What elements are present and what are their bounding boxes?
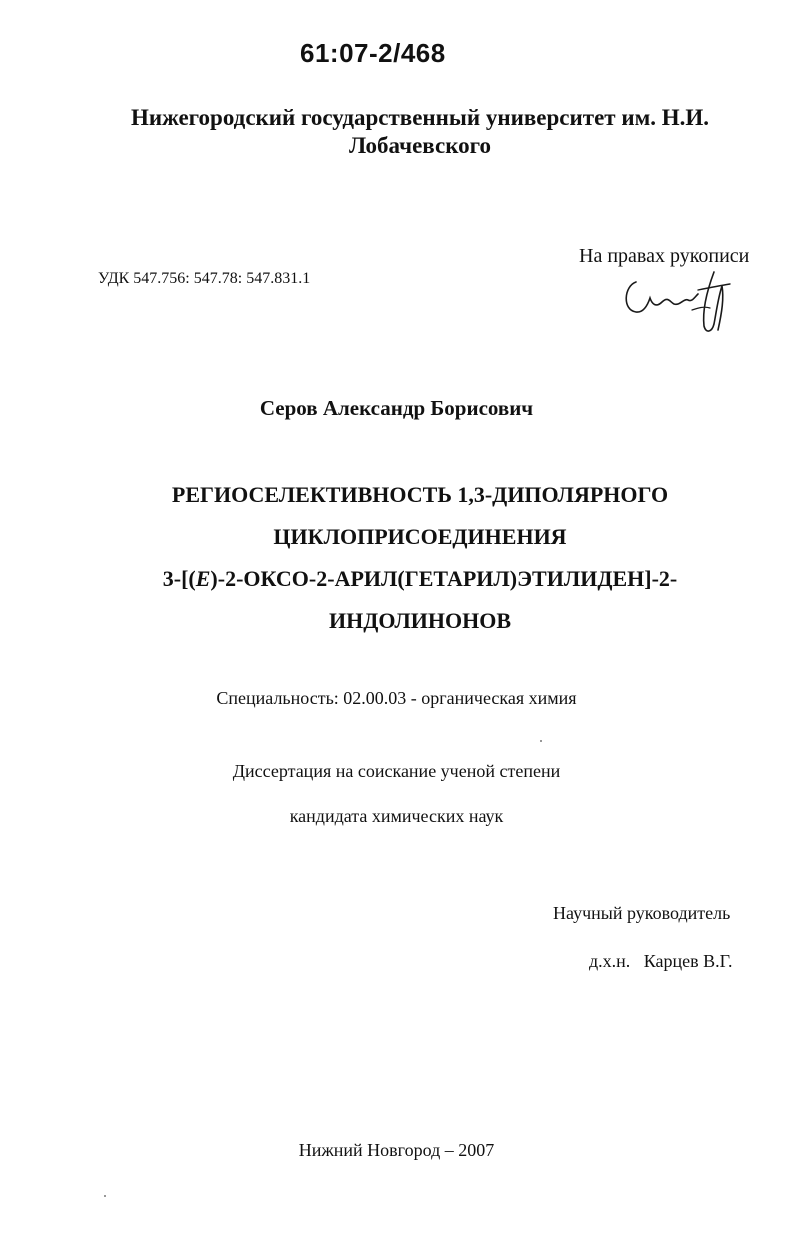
specialty: Специальность: 02.00.03 - органическая химия [216, 688, 577, 708]
title-line: 3-[(E)-2-ОКСО-2-АРИЛ(ГЕТАРИЛ)ЭТИЛИДЕН]-2- [162, 566, 678, 591]
degree-line: Диссертация на соискание ученой степени [232, 761, 561, 781]
place-and-year: Нижний Новгород – 2007 [298, 1140, 495, 1160]
university-name: Нижегородский государственный университет им. Н.И. Лобачевского [130, 105, 710, 158]
supervisor-name: д.х.н. Карцев В.Г. [589, 951, 733, 971]
archive-code: 61:07-2/468 [300, 38, 446, 68]
scan-speck [104, 1195, 106, 1197]
handwritten-signature [618, 268, 738, 338]
scan-speck [540, 740, 542, 742]
author-name: Серов Александр Борисович [259, 396, 534, 420]
degree-line: кандидата химических наук [289, 806, 504, 826]
supervisor-label: Научный руководитель [553, 903, 731, 923]
title-line: РЕГИОСЕЛЕКТИВНОСТЬ 1,3-ДИПОЛЯРНОГО [171, 482, 669, 507]
rights-note: На правах рукописи [579, 245, 750, 267]
title-line: ИНДОЛИНОНОВ [328, 608, 511, 633]
udc-code: УДК 547.756: 547.78: 547.831.1 [98, 270, 311, 287]
title-line: ЦИКЛОПРИСОЕДИНЕНИЯ [273, 524, 567, 549]
dissertation-title [120, 474, 720, 642]
